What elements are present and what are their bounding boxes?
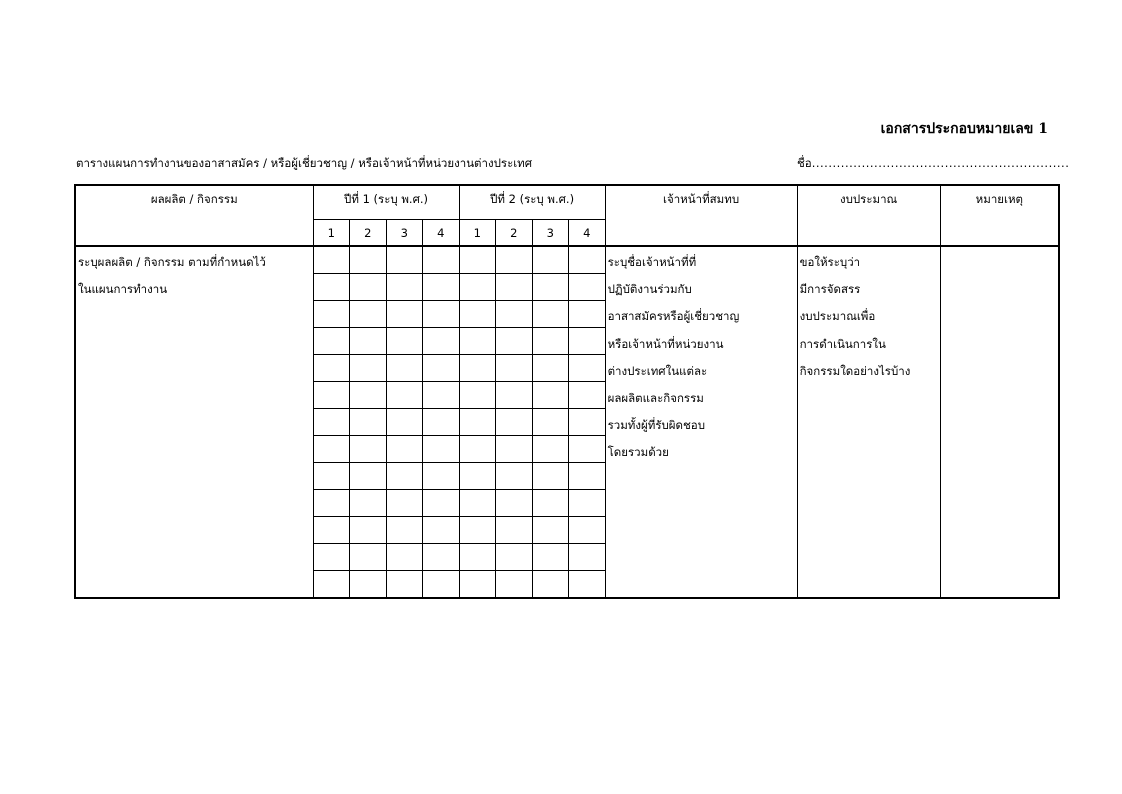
- schedule-cell[interactable]: [350, 463, 387, 490]
- schedule-cell[interactable]: [386, 436, 423, 463]
- product-cell[interactable]: [75, 246, 313, 598]
- schedule-cell[interactable]: [423, 409, 460, 436]
- schedule-cell[interactable]: [496, 355, 533, 382]
- header-officer: เจ้าหน้าที่สมทบ: [605, 185, 797, 246]
- schedule-cell[interactable]: [496, 544, 533, 571]
- schedule-cell[interactable]: [496, 571, 533, 599]
- schedule-cell[interactable]: [569, 409, 606, 436]
- schedule-cell[interactable]: [386, 355, 423, 382]
- schedule-cell[interactable]: [496, 274, 533, 301]
- schedule-cell[interactable]: [496, 409, 533, 436]
- schedule-cell[interactable]: [459, 544, 496, 571]
- schedule-cell[interactable]: [350, 436, 387, 463]
- schedule-cell[interactable]: [569, 490, 606, 517]
- budget-line: การดำเนินการใน: [799, 336, 886, 351]
- schedule-cell[interactable]: [313, 246, 350, 274]
- schedule-cell[interactable]: [532, 274, 569, 301]
- schedule-cell[interactable]: [459, 274, 496, 301]
- quarter-header: 3: [532, 220, 569, 247]
- schedule-cell[interactable]: [532, 355, 569, 382]
- schedule-cell[interactable]: [569, 382, 606, 409]
- schedule-cell[interactable]: [459, 301, 496, 328]
- schedule-cell[interactable]: [459, 517, 496, 544]
- schedule-cell[interactable]: [496, 463, 533, 490]
- schedule-cell[interactable]: [423, 301, 460, 328]
- schedule-cell[interactable]: [459, 382, 496, 409]
- schedule-cell[interactable]: [496, 517, 533, 544]
- name-dotted-line: ..............................................................: [811, 156, 1070, 170]
- schedule-cell[interactable]: [386, 517, 423, 544]
- budget-line: ขอให้ระบุว่า: [799, 255, 861, 269]
- name-field: [797, 155, 1069, 173]
- table-row: [75, 246, 1059, 274]
- schedule-cell[interactable]: [532, 517, 569, 544]
- schedule-cell[interactable]: [532, 246, 569, 274]
- schedule-cell[interactable]: [386, 463, 423, 490]
- schedule-cell[interactable]: [459, 571, 496, 599]
- schedule-cell[interactable]: [313, 328, 350, 355]
- schedule-cell[interactable]: [423, 490, 460, 517]
- budget-cell[interactable]: [797, 246, 940, 598]
- officer-line: ผลผลิตและกิจกรรม: [607, 391, 704, 406]
- quarter-header: 1: [459, 220, 496, 247]
- schedule-cell[interactable]: [423, 328, 460, 355]
- schedule-cell[interactable]: [313, 436, 350, 463]
- officer-line: ปฏิบัติงานร่วมกับ: [607, 282, 692, 297]
- schedule-cell[interactable]: [423, 436, 460, 463]
- schedule-cell[interactable]: [350, 571, 387, 599]
- schedule-cell[interactable]: [386, 409, 423, 436]
- schedule-cell[interactable]: [569, 463, 606, 490]
- quarter-header: 2: [496, 220, 533, 247]
- schedule-cell[interactable]: [569, 517, 606, 544]
- schedule-cell[interactable]: [532, 544, 569, 571]
- schedule-cell[interactable]: [350, 409, 387, 436]
- schedule-cell[interactable]: [459, 409, 496, 436]
- schedule-cell[interactable]: [569, 544, 606, 571]
- document-number: เอกสารประกอบหมายเลข 1: [880, 121, 1048, 137]
- schedule-cell[interactable]: [350, 382, 387, 409]
- schedule-cell[interactable]: [313, 382, 350, 409]
- header-year-2: ปีที่ 2 (ระบุ พ.ศ.): [459, 185, 605, 220]
- schedule-cell[interactable]: [350, 355, 387, 382]
- schedule-cell[interactable]: [350, 328, 387, 355]
- schedule-cell[interactable]: [496, 382, 533, 409]
- schedule-cell[interactable]: [459, 246, 496, 274]
- work-plan-table: [74, 184, 1060, 599]
- officer-line: ระบุชื่อเจ้าหน้าที่ที่: [607, 255, 697, 269]
- schedule-cell[interactable]: [313, 409, 350, 436]
- schedule-cell[interactable]: [496, 246, 533, 274]
- schedule-cell[interactable]: [423, 382, 460, 409]
- schedule-cell[interactable]: [496, 328, 533, 355]
- schedule-cell[interactable]: [459, 490, 496, 517]
- schedule-cell[interactable]: [386, 274, 423, 301]
- quarter-header: 4: [423, 220, 460, 247]
- schedule-cell[interactable]: [313, 490, 350, 517]
- budget-line: กิจกรรมใดอย่างไรบ้าง: [799, 363, 911, 378]
- header-budget: งบประมาณ: [797, 185, 940, 246]
- quarter-header: 1: [313, 220, 350, 247]
- quarter-header: 4: [569, 220, 606, 247]
- schedule-cell[interactable]: [350, 517, 387, 544]
- schedule-cell[interactable]: [532, 490, 569, 517]
- schedule-cell[interactable]: [532, 436, 569, 463]
- schedule-cell[interactable]: [569, 571, 606, 599]
- schedule-cell[interactable]: [532, 382, 569, 409]
- schedule-cell[interactable]: [569, 436, 606, 463]
- schedule-cell[interactable]: [313, 544, 350, 571]
- schedule-cell[interactable]: [423, 274, 460, 301]
- schedule-cell[interactable]: [496, 301, 533, 328]
- note-cell[interactable]: [940, 246, 1059, 598]
- schedule-cell[interactable]: [569, 355, 606, 382]
- schedule-cell[interactable]: [532, 463, 569, 490]
- quarter-header: 3: [386, 220, 423, 247]
- schedule-cell[interactable]: [313, 463, 350, 490]
- header-note: หมายเหตุ: [940, 185, 1059, 246]
- budget-line: มีการจัดสรร: [799, 282, 861, 297]
- schedule-cell[interactable]: [532, 409, 569, 436]
- schedule-cell[interactable]: [459, 355, 496, 382]
- schedule-cell[interactable]: [386, 490, 423, 517]
- officer-cell[interactable]: [605, 246, 797, 598]
- table-body: [75, 246, 1059, 598]
- schedule-cell[interactable]: [569, 246, 606, 274]
- officer-line: ต่างประเทศในแต่ละ: [607, 363, 708, 378]
- schedule-cell[interactable]: [386, 328, 423, 355]
- officer-line: อาสาสมัครหรือผู้เชี่ยวชาญ: [607, 309, 740, 324]
- schedule-cell[interactable]: [532, 328, 569, 355]
- schedule-cell[interactable]: [386, 382, 423, 409]
- schedule-cell[interactable]: [386, 301, 423, 328]
- schedule-cell[interactable]: [423, 463, 460, 490]
- header-product: ผลผลิต / กิจกรรม: [75, 185, 313, 246]
- name-label: ชื่อ: [797, 156, 812, 170]
- schedule-cell[interactable]: [496, 436, 533, 463]
- page-title: ตารางแผนการทำงานของอาสาสมัคร / หรือผู้เชี่ยวชาญ / หรือเจ้าหน้าที่หน่วยงานต่างประเทศ: [76, 156, 533, 170]
- schedule-cell[interactable]: [423, 246, 460, 274]
- schedule-cell[interactable]: [569, 301, 606, 328]
- schedule-cell[interactable]: [313, 355, 350, 382]
- product-line: ในแผนการทำงาน: [78, 282, 168, 297]
- schedule-cell[interactable]: [350, 301, 387, 328]
- quarter-header: 2: [350, 220, 387, 247]
- schedule-cell[interactable]: [423, 571, 460, 599]
- schedule-cell[interactable]: [350, 246, 387, 274]
- schedule-cell[interactable]: [350, 544, 387, 571]
- schedule-cell[interactable]: [459, 328, 496, 355]
- schedule-cell[interactable]: [569, 274, 606, 301]
- schedule-cell[interactable]: [386, 571, 423, 599]
- schedule-cell[interactable]: [386, 246, 423, 274]
- schedule-cell[interactable]: [350, 490, 387, 517]
- schedule-cell[interactable]: [313, 301, 350, 328]
- schedule-cell[interactable]: [313, 517, 350, 544]
- schedule-cell[interactable]: [459, 463, 496, 490]
- schedule-cell[interactable]: [313, 274, 350, 301]
- officer-line: หรือเจ้าหน้าที่หน่วยงาน: [607, 336, 724, 351]
- schedule-cell[interactable]: [532, 301, 569, 328]
- header-year-1: ปีที่ 1 (ระบุ พ.ศ.): [313, 185, 459, 220]
- budget-line: งบประมาณเพื่อ: [799, 309, 876, 324]
- schedule-cell[interactable]: [459, 436, 496, 463]
- officer-line: รวมทั้งผู้ที่รับผิดชอบ: [607, 418, 706, 433]
- schedule-cell[interactable]: [423, 544, 460, 571]
- schedule-cell[interactable]: [386, 544, 423, 571]
- schedule-cell[interactable]: [532, 571, 569, 599]
- schedule-cell[interactable]: [350, 274, 387, 301]
- schedule-cell[interactable]: [496, 490, 533, 517]
- schedule-cell[interactable]: [423, 517, 460, 544]
- officer-line: โดยรวมด้วย: [607, 445, 669, 460]
- schedule-cell[interactable]: [313, 571, 350, 599]
- product-line: ระบุผลผลิต / กิจกรรม ตามที่กำหนดไว้: [78, 255, 266, 269]
- schedule-cell[interactable]: [569, 328, 606, 355]
- schedule-cell[interactable]: [423, 355, 460, 382]
